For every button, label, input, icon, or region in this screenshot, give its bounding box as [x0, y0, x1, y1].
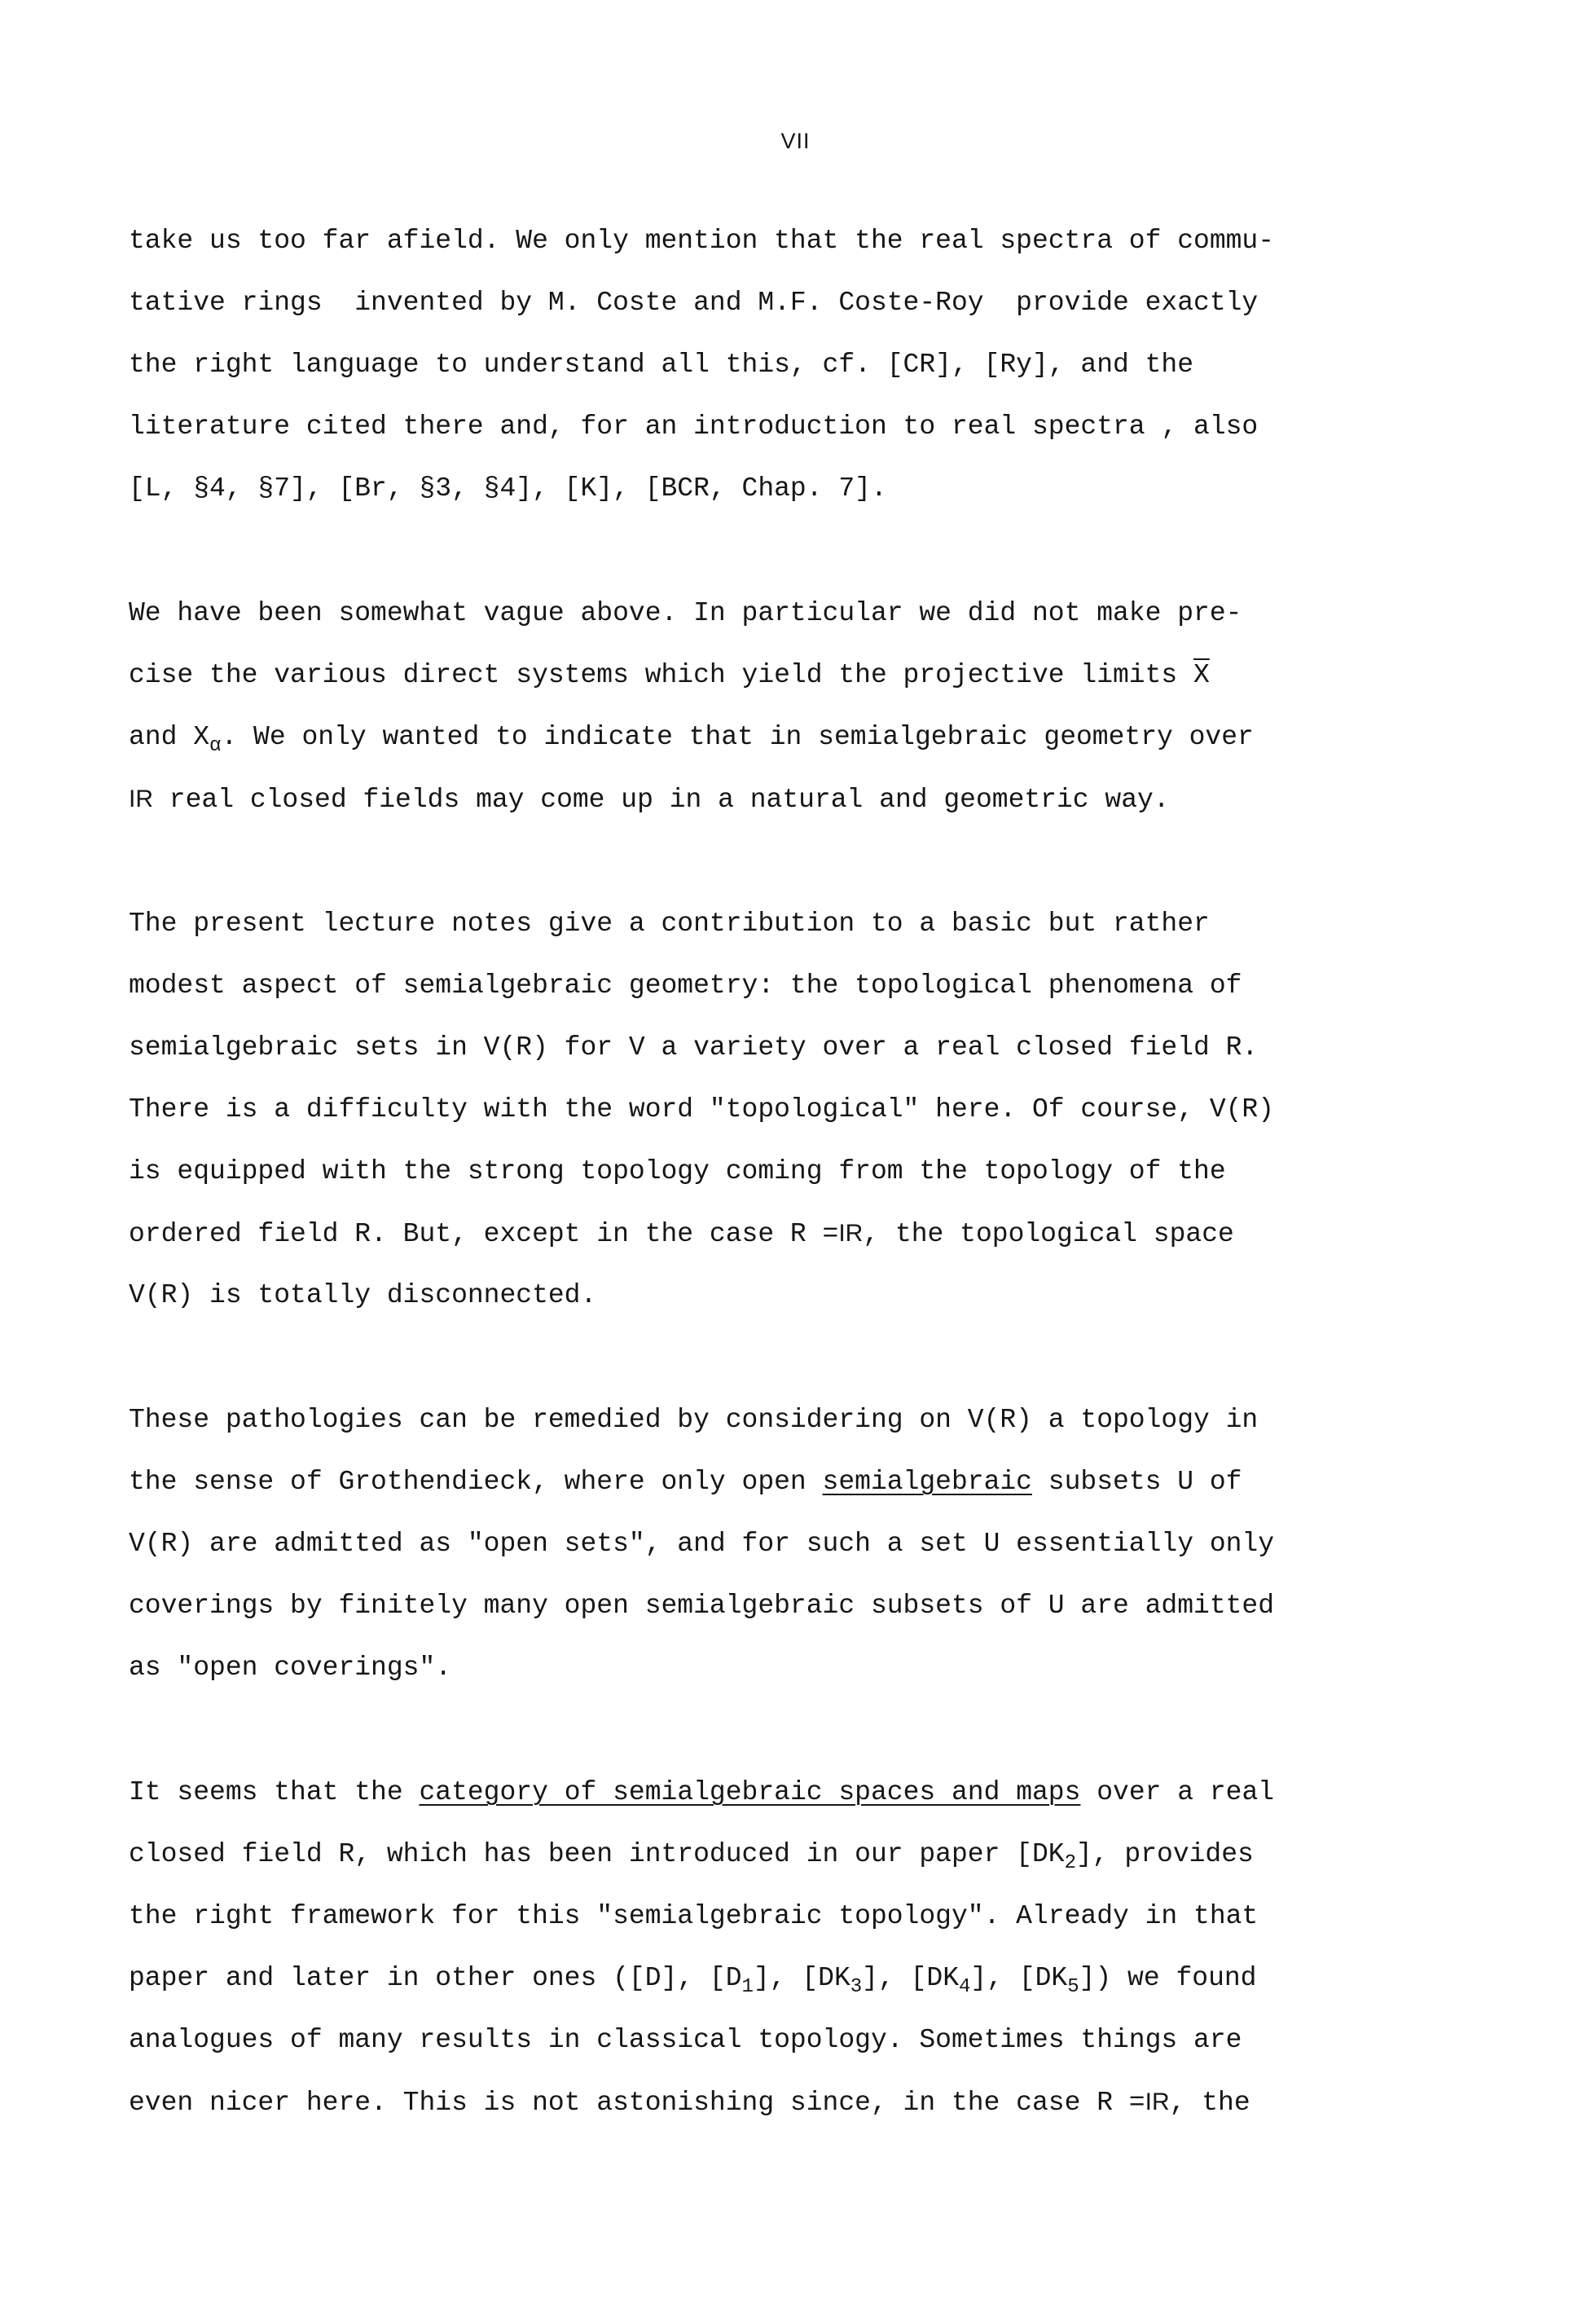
text-segment: paper and later in other ones ([D], [D	[129, 1963, 742, 1993]
text-segment: ]) we found	[1079, 1963, 1257, 1993]
text-line: We have been somewhat vague above. In particular we did not make pre-	[129, 598, 1242, 628]
text-segment: , the	[1169, 2088, 1250, 2118]
text-line: semialgebraic sets in V(R) for V a variety over a real closed field R.	[129, 1032, 1259, 1063]
citation-subscript: 3	[850, 1976, 863, 1998]
real-numbers-symbol: IR	[1145, 2089, 1170, 2115]
text-line: modest aspect of semialgebraic geometry: the topological phenomena of	[129, 971, 1242, 1001]
text-segment: ordered field R. But, except in the case R =	[129, 1219, 839, 1249]
text-line	[129, 1776, 1274, 1809]
text-line: the right language to understand all this, cf. [CR], [Ry], and the	[129, 350, 1194, 380]
alpha-subscript: α	[209, 735, 222, 757]
text-line: tative rings invented by M. Coste and M.F. Coste-Roy provide exactly	[129, 288, 1259, 318]
underlined-term: semialgebraic	[822, 1467, 1032, 1497]
text-line: as "open coverings".	[129, 1653, 452, 1683]
citation-subscript: 1	[741, 1976, 754, 1998]
text-line	[129, 1466, 1242, 1499]
text-line: literature cited there and, for an introduction to real spectra , also	[129, 412, 1259, 442]
text-line	[129, 1962, 1257, 1998]
text-segment: , the topological space	[863, 1219, 1234, 1249]
text-segment: ], [DK	[862, 1963, 959, 1993]
text-line	[129, 721, 1254, 757]
text-line: the right framework for this "semialgebraic topology". Already in that	[129, 1901, 1259, 1931]
text-segment: real closed fields may come up in a natural and geometric way.	[153, 785, 1170, 815]
text-line: coverings by finitely many open semialgebraic subsets of U are admitted	[129, 1591, 1275, 1621]
citation-subscript: 4	[959, 1976, 971, 1998]
text-line: There is a difficulty with the word "topological" here. Of course, V(R)	[129, 1094, 1275, 1125]
text-segment: and X	[129, 722, 210, 752]
text-line	[129, 659, 1210, 692]
text-line: These pathologies can be remedied by considering on V(R) a topology in	[129, 1405, 1259, 1435]
text-line	[129, 1838, 1254, 1874]
citation-subscript: 5	[1067, 1976, 1079, 1998]
text-line: V(R) are admitted as "open sets", and for such a set U essentially only	[129, 1529, 1275, 1559]
text-segment: . We only wanted to indicate that in semialgebraic geometry over	[221, 722, 1254, 752]
text-segment: subsets U of	[1032, 1467, 1242, 1497]
text-segment: closed field R, which has been introduced in our paper [DK	[129, 1839, 1065, 1869]
text-segment: It seems that the	[129, 1777, 420, 1807]
text-line: analogues of many results in classical topology. Sometimes things are	[129, 2025, 1242, 2055]
text-line	[129, 1217, 1234, 1251]
text-segment: cise the various direct systems which yield the projective limits	[129, 660, 1194, 690]
underlined-term: category of semialgebraic spaces and maps	[419, 1777, 1081, 1807]
real-numbers-symbol: IR	[838, 1220, 864, 1247]
text-line: is equipped with the strong topology coming from the topology of the	[129, 1156, 1226, 1186]
page-number: VII	[780, 129, 811, 153]
text-segment: the sense of Grothendieck, where only open	[129, 1467, 823, 1497]
text-line: take us too far afield. We only mention that the real spectra of commu-	[129, 226, 1275, 256]
text-segment: ], [DK	[753, 1963, 850, 1993]
text-segment: even nicer here. This is not astonishing since, in the case R =	[129, 2088, 1145, 2118]
text-segment: ], [DK	[970, 1963, 1068, 1993]
text-line	[129, 783, 1170, 816]
x-bar-symbol: $\overline{X}$	[1193, 660, 1210, 690]
citation-subscript: 2	[1064, 1852, 1076, 1874]
text-line	[129, 2086, 1250, 2119]
text-line: [L, §4, §7], [Br, §3, §4], [K], [BCR, Chap. 7].	[129, 473, 887, 504]
text-segment: ], provides	[1076, 1839, 1254, 1869]
real-numbers-symbol: IR	[129, 786, 153, 812]
text-segment: over a real	[1080, 1777, 1275, 1807]
text-line: The present lecture notes give a contribution to a basic but rather	[129, 909, 1210, 939]
text-line: V(R) is totally disconnected.	[129, 1280, 597, 1310]
